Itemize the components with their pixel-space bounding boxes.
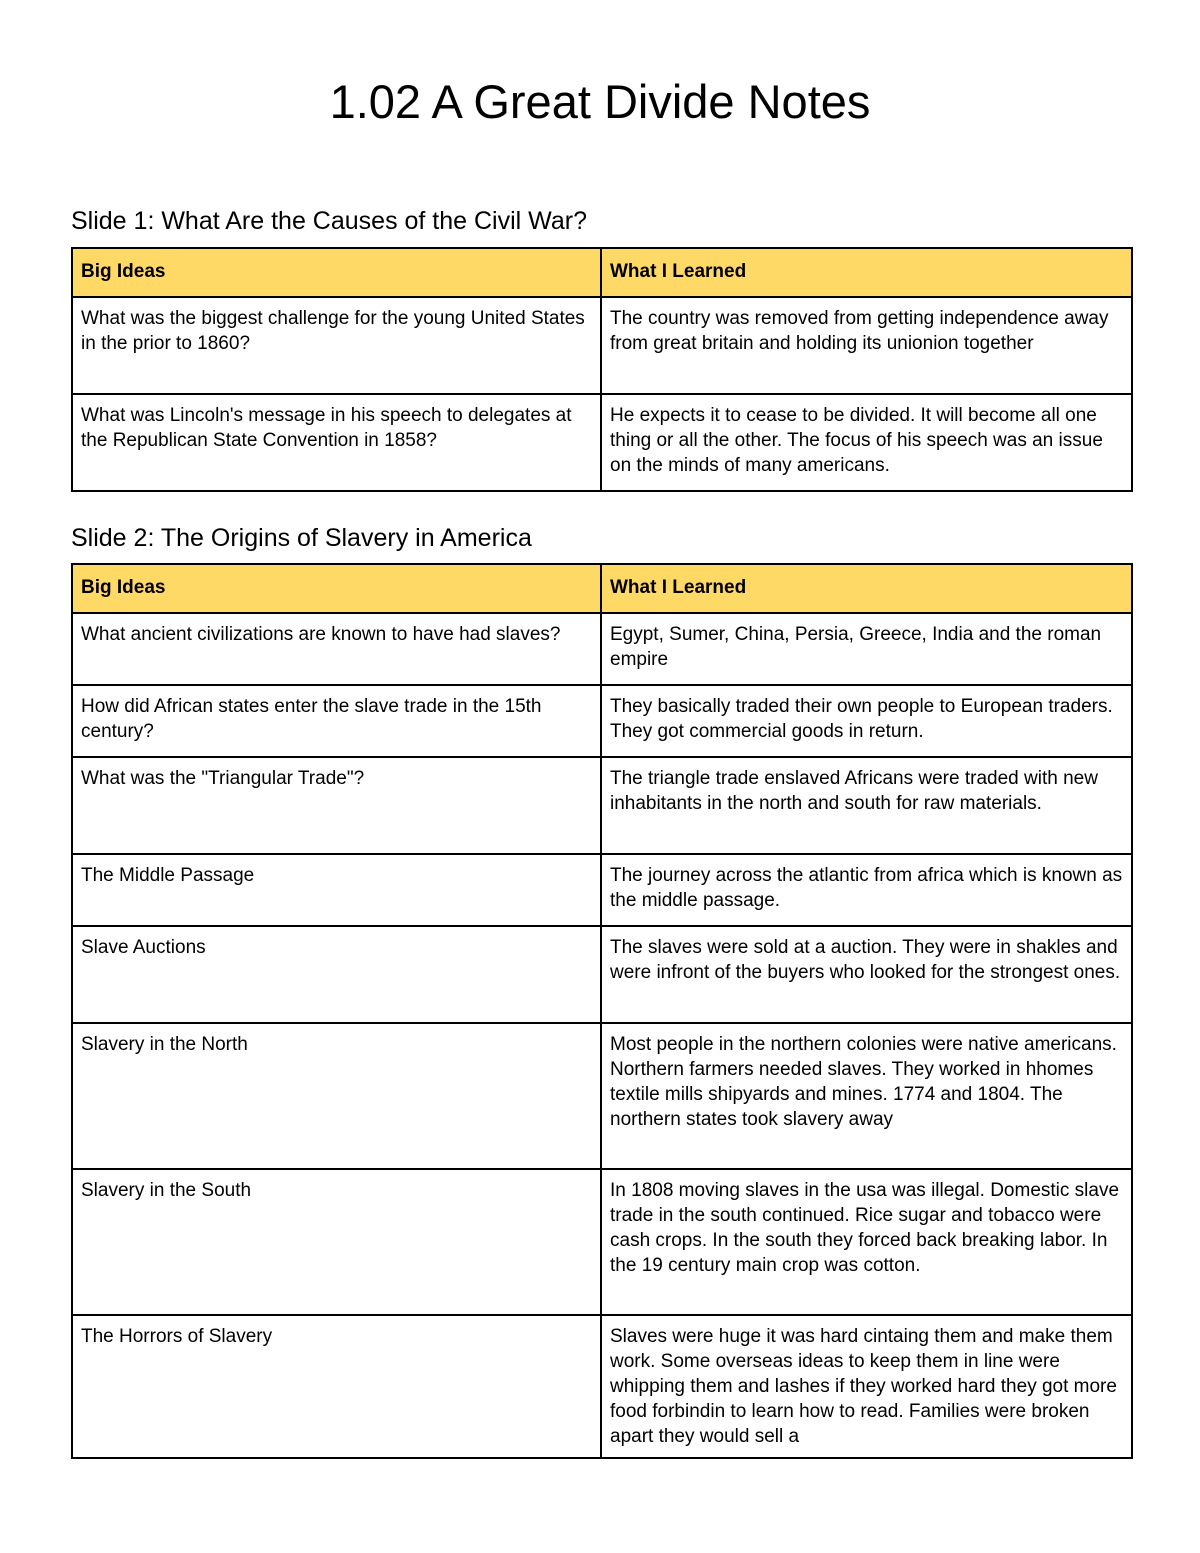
table-row [72, 854, 1132, 926]
big-idea-cell: Slavery in the North [72, 1023, 601, 1169]
big-idea-cell: What was the "Triangular Trade"? [72, 757, 601, 854]
learned-cell: He expects it to cease to be divided. It will become all one thing or all the other. The focus of his speech was an issue on the minds of many americans. [601, 394, 1132, 491]
column-header-big-ideas: Big Ideas [72, 564, 601, 613]
table-header-row [72, 564, 1132, 613]
big-idea-cell: How did African states enter the slave trade in the 15th century? [72, 685, 601, 757]
table-row [72, 297, 1132, 394]
learned-cell: Egypt, Sumer, China, Persia, Greece, India and the roman empire [601, 613, 1132, 685]
big-idea-cell: What ancient civilizations are known to have had slaves? [72, 613, 601, 685]
learned-cell: In 1808 moving slaves in the usa was illegal. Domestic slave trade in the south continued. Rice sugar and tobacco were cash crops. In the south they forced back breaking labor. In the 19 century main crop was cotton. [601, 1169, 1132, 1315]
table-row [72, 394, 1132, 491]
big-idea-cell: The Horrors of Slavery [72, 1315, 601, 1458]
learned-cell: They basically traded their own people to European traders. They got commercial goods in return. [601, 685, 1132, 757]
learned-cell: The slaves were sold at a auction. They were in shakles and were infront of the buyers who looked for the strongest ones. [601, 926, 1132, 1023]
big-idea-cell: The Middle Passage [72, 854, 601, 926]
learned-cell: Most people in the northern colonies were native americans. Northern farmers needed slaves. They worked in hhomes textile mills shipyards and mines. 1774 and 1804. The northern states took slavery away [601, 1023, 1132, 1169]
notes-table-slide-1 [71, 247, 1133, 492]
big-idea-cell: What was Lincoln's message in his speech to delegates at the Republican State Convention in 1858? [72, 394, 601, 491]
table-row [72, 1169, 1132, 1315]
big-idea-cell: Slavery in the South [72, 1169, 601, 1315]
table-row [72, 757, 1132, 854]
section-heading-slide-1: Slide 1: What Are the Causes of the Civil War? [71, 207, 587, 235]
big-idea-cell: Slave Auctions [72, 926, 601, 1023]
big-idea-cell: What was the biggest challenge for the young United States in the prior to 1860? [72, 297, 601, 394]
learned-cell: The triangle trade enslaved Africans were traded with new inhabitants in the north and south for raw materials. [601, 757, 1132, 854]
section-heading-slide-2: Slide 2: The Origins of Slavery in America [71, 524, 532, 552]
page-title: 1.02 A Great Divide Notes [329, 75, 871, 128]
table-row [72, 1315, 1132, 1458]
learned-cell: Slaves were huge it was hard cintaing them and make them work. Some overseas ideas to keep them in line were whipping them and lashes if they worked hard they got more food forbindin to learn how to read. Families were broken apart they would sell a [601, 1315, 1132, 1458]
table-row [72, 1023, 1132, 1169]
learned-cell: The journey across the atlantic from africa which is known as the middle passage. [601, 854, 1132, 926]
learned-cell: The country was removed from getting independence away from great britain and holding its unionion together [601, 297, 1132, 394]
table-row [72, 613, 1132, 685]
table-header-row [72, 248, 1132, 297]
column-header-what-i-learned: What I Learned [601, 564, 1132, 613]
column-header-what-i-learned: What I Learned [601, 248, 1132, 297]
notes-table-slide-2 [71, 563, 1133, 1459]
table-row [72, 685, 1132, 757]
table-row [72, 926, 1132, 1023]
column-header-big-ideas: Big Ideas [72, 248, 601, 297]
